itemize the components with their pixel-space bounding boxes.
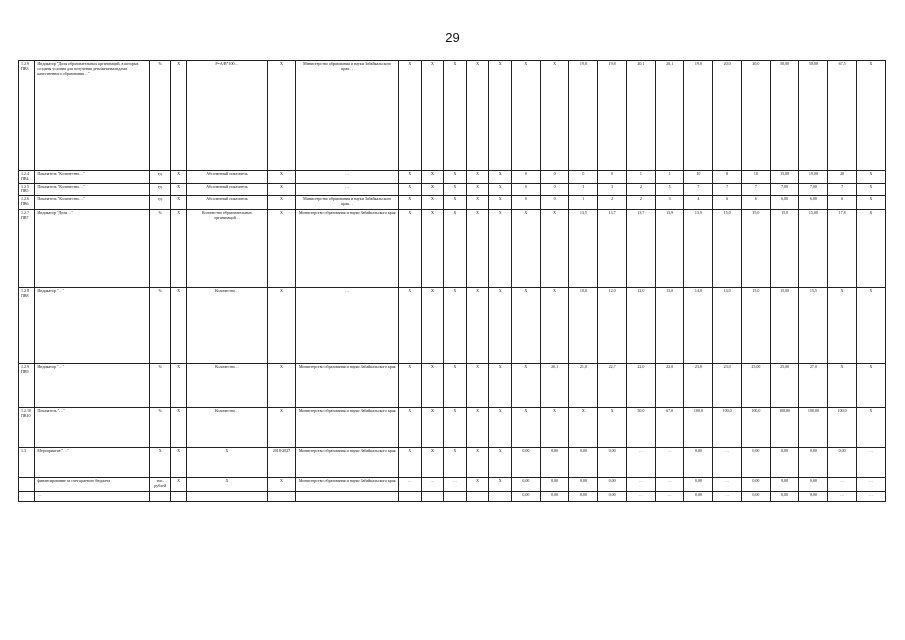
value-cell: 0,00 xyxy=(598,492,627,502)
value-cell: X xyxy=(489,171,512,184)
value-cell: X xyxy=(856,196,885,210)
value-cell: 6 xyxy=(741,196,770,210)
row-name-cell: Показатель "…" xyxy=(35,408,150,448)
value-cell: … xyxy=(828,478,857,492)
value-cell: 5 xyxy=(655,183,684,196)
value-cell: 0,00 xyxy=(799,478,828,492)
row-id-cell: 1.2.5 ПВ5 xyxy=(19,183,35,196)
row-unit-cell: тыс. рублей xyxy=(150,478,171,492)
value-cell: … xyxy=(713,448,742,478)
value-cell: X xyxy=(421,183,444,196)
value-cell: 22,7 xyxy=(598,364,627,408)
row-formula-cell: Количество… xyxy=(187,408,267,448)
row-period-cell: X xyxy=(267,183,296,196)
value-cell: X xyxy=(489,364,512,408)
value-cell xyxy=(489,492,512,502)
value-cell: 0 xyxy=(511,171,540,184)
value-cell: 0,00 xyxy=(770,492,799,502)
value-cell: 22,0 xyxy=(655,364,684,408)
value-cell: X xyxy=(511,408,540,448)
value-cell: X xyxy=(489,478,512,492)
row-unit-cell: X xyxy=(150,448,171,478)
value-cell: X xyxy=(540,288,569,364)
row-id-cell: 1.2.9 ПВ3 xyxy=(19,61,35,171)
row-period-cell: X xyxy=(267,408,296,448)
value-cell: X xyxy=(421,448,444,478)
value-cell: 15,00 xyxy=(770,288,799,364)
value-cell: … xyxy=(713,492,742,502)
value-cell: 10,0 xyxy=(569,288,598,364)
value-cell: … xyxy=(626,448,655,478)
value-cell: 0,00 xyxy=(540,448,569,478)
value-cell: X xyxy=(856,288,885,364)
program-table xyxy=(18,60,886,502)
value-cell: 100,0 xyxy=(713,408,742,448)
value-cell: X xyxy=(399,364,422,408)
row-id-cell: 1.2.6 ПВ6 xyxy=(19,196,35,210)
value-cell: X xyxy=(828,288,857,364)
row-cell: X xyxy=(171,478,187,492)
row-name-cell: Показатель "Количество…" xyxy=(35,183,150,196)
value-cell: 15,0 xyxy=(713,210,742,288)
value-cell: X xyxy=(466,288,489,364)
value-cell: 20,1 xyxy=(655,61,684,171)
row-id-cell: 1.3 xyxy=(19,448,35,478)
value-cell: 0,00 xyxy=(684,448,713,478)
value-cell: 13,7 xyxy=(598,210,627,288)
row-formula-cell: X xyxy=(187,478,267,492)
value-cell: 10 xyxy=(741,171,770,184)
value-cell: 20 xyxy=(828,171,857,184)
value-cell: 1 xyxy=(626,171,655,184)
value-cell: X xyxy=(399,288,422,364)
value-cell: X xyxy=(466,448,489,478)
value-cell: 17,8 xyxy=(828,210,857,288)
value-cell: 100,00 xyxy=(799,408,828,448)
value-cell: X xyxy=(444,210,467,288)
row-executor-cell xyxy=(296,492,399,502)
row-cell: X xyxy=(171,196,187,210)
row-unit-cell: ед. xyxy=(150,171,171,184)
value-cell: … xyxy=(444,478,467,492)
row-id-cell xyxy=(19,492,35,502)
row-cell: X xyxy=(171,408,187,448)
row-cell: X xyxy=(171,210,187,288)
table-row xyxy=(19,210,886,288)
value-cell: X xyxy=(444,171,467,184)
table-row xyxy=(19,288,886,364)
row-name-cell: … xyxy=(35,492,150,502)
row-executor-cell: Министерство образования и науки Забайкальского края xyxy=(296,478,399,492)
value-cell: 0,00 xyxy=(569,478,598,492)
value-cell: 0 xyxy=(540,171,569,184)
value-cell: 7,00 xyxy=(770,183,799,196)
value-cell: … xyxy=(713,478,742,492)
row-formula-cell: Количество… xyxy=(187,288,267,364)
row-id-cell: 1.2.7 ПВ7 xyxy=(19,210,35,288)
row-period-cell: X xyxy=(267,478,296,492)
value-cell: 0 xyxy=(511,183,540,196)
value-cell: 1 xyxy=(569,196,598,210)
row-formula-cell: Р=А/В*100… xyxy=(187,61,267,171)
table-row xyxy=(19,364,886,408)
row-formula-cell xyxy=(187,492,267,502)
value-cell: 50,00 xyxy=(770,61,799,171)
value-cell: X xyxy=(466,210,489,288)
row-name-cell: Индикатор "…" xyxy=(35,364,150,408)
value-cell: 13,5 xyxy=(569,210,598,288)
value-cell: X xyxy=(399,448,422,478)
value-cell: 15,0 xyxy=(770,210,799,288)
value-cell: 15,0 xyxy=(741,210,770,288)
row-name-cell: Показатель "Количество…" xyxy=(35,171,150,184)
value-cell: 0,00 xyxy=(770,478,799,492)
value-cell: X xyxy=(856,408,885,448)
page-number: 29 xyxy=(445,30,460,45)
row-formula-cell: Количество… xyxy=(187,364,267,408)
value-cell: X xyxy=(444,408,467,448)
row-formula-cell: X xyxy=(187,448,267,478)
row-period-cell: X xyxy=(267,171,296,184)
value-cell: X xyxy=(856,183,885,196)
value-cell: 7 xyxy=(828,183,857,196)
value-cell: 15,00 xyxy=(799,210,828,288)
value-cell: X xyxy=(399,171,422,184)
value-cell: 0 xyxy=(540,196,569,210)
row-unit-cell: % xyxy=(150,61,171,171)
value-cell: X xyxy=(444,364,467,408)
row-executor-cell: Министерство образования и науки Забайкальского края xyxy=(296,448,399,478)
value-cell: X xyxy=(828,364,857,408)
value-cell: 15,0 xyxy=(741,288,770,364)
row-period-cell: X xyxy=(267,61,296,171)
value-cell: 20,0 xyxy=(741,61,770,171)
value-cell: 4 xyxy=(684,196,713,210)
value-cell: 0,00 xyxy=(540,492,569,502)
value-cell: X xyxy=(466,364,489,408)
value-cell: 19,00 xyxy=(799,171,828,184)
value-cell: 1 xyxy=(655,171,684,184)
value-cell: … xyxy=(399,478,422,492)
value-cell: 0 xyxy=(540,183,569,196)
value-cell: 50,0 xyxy=(626,408,655,448)
row-executor-cell: Министерство образования и науки Забайкальского края xyxy=(296,364,399,408)
value-cell: 0,00 xyxy=(598,478,627,492)
value-cell: X xyxy=(489,448,512,478)
row-executor-cell: Министерство образования и науки Забайкальского края xyxy=(296,408,399,448)
value-cell: … xyxy=(626,478,655,492)
row-executor-cell: Министерство образования и науки Забайкальского края xyxy=(296,210,399,288)
row-unit-cell: % xyxy=(150,408,171,448)
table-row xyxy=(19,492,886,502)
row-unit-cell xyxy=(150,492,171,502)
row-formula-cell: Абсолютный показатель xyxy=(187,183,267,196)
table-row xyxy=(19,448,886,478)
table-row xyxy=(19,183,886,196)
value-cell: 0,00 xyxy=(511,448,540,478)
row-executor-cell: … xyxy=(296,183,399,196)
value-cell: X xyxy=(421,171,444,184)
row-name-cell: финансирование за счет краевого бюджета xyxy=(35,478,150,492)
row-cell: X xyxy=(171,171,187,184)
value-cell: X xyxy=(399,196,422,210)
value-cell: 100,0 xyxy=(741,408,770,448)
row-period-cell: X xyxy=(267,196,296,210)
value-cell: 6,00 xyxy=(799,196,828,210)
value-cell: 0,00 xyxy=(511,478,540,492)
value-cell: … xyxy=(655,478,684,492)
value-cell xyxy=(421,492,444,502)
value-cell: X xyxy=(856,210,885,288)
value-cell: … xyxy=(856,448,885,478)
value-cell: 25,00 xyxy=(741,364,770,408)
table-row xyxy=(19,478,886,492)
row-id-cell: 1.2.9 ПВ9 xyxy=(19,364,35,408)
row-unit-cell: ед. xyxy=(150,183,171,196)
value-cell: 14,0 xyxy=(713,288,742,364)
value-cell: … xyxy=(856,478,885,492)
value-cell: X xyxy=(444,196,467,210)
value-cell: 22,0 xyxy=(626,364,655,408)
value-cell: 20,1 xyxy=(540,364,569,408)
value-cell: 0,00 xyxy=(511,492,540,502)
row-id-cell: 1.2.8 ПВ8 xyxy=(19,288,35,364)
value-cell: X xyxy=(421,61,444,171)
value-cell: 6,00 xyxy=(770,196,799,210)
value-cell: X xyxy=(399,61,422,171)
value-cell: 15,00 xyxy=(770,171,799,184)
value-cell: 100,0 xyxy=(684,408,713,448)
row-name-cell: Индикатор "Доля…" xyxy=(35,210,150,288)
row-period-cell xyxy=(267,492,296,502)
value-cell: 25,00 xyxy=(770,364,799,408)
value-cell: 0,00 xyxy=(799,448,828,478)
value-cell xyxy=(399,492,422,502)
value-cell: 0,00 xyxy=(598,448,627,478)
value-cell: X xyxy=(399,408,422,448)
row-period-cell: 2018-2027 xyxy=(267,448,296,478)
value-cell: 21,0 xyxy=(569,364,598,408)
value-cell: 3 xyxy=(598,183,627,196)
row-id-cell xyxy=(19,478,35,492)
value-cell: 0,00 xyxy=(684,478,713,492)
value-cell: X xyxy=(466,408,489,448)
value-cell: X xyxy=(540,61,569,171)
value-cell: 0,00 xyxy=(741,478,770,492)
value-cell: 6 xyxy=(713,196,742,210)
value-cell: 0,00 xyxy=(569,448,598,478)
value-cell: X xyxy=(399,183,422,196)
value-cell: 67,5 xyxy=(828,61,857,171)
row-unit-cell: % xyxy=(150,210,171,288)
value-cell: X xyxy=(444,288,467,364)
value-cell: X xyxy=(511,61,540,171)
value-cell xyxy=(466,492,489,502)
row-cell: X xyxy=(171,288,187,364)
table-row xyxy=(19,408,886,448)
value-cell: 0,00 xyxy=(540,478,569,492)
row-cell: X xyxy=(171,364,187,408)
value-cell: … xyxy=(856,492,885,502)
value-cell: … xyxy=(655,448,684,478)
row-formula-cell: Абсолютный показатель xyxy=(187,171,267,184)
value-cell: X xyxy=(540,210,569,288)
value-cell: X xyxy=(511,210,540,288)
value-cell: 7,00 xyxy=(799,183,828,196)
value-cell: 0,00 xyxy=(770,448,799,478)
value-cell: X xyxy=(489,408,512,448)
value-cell: 13,9 xyxy=(684,210,713,288)
value-cell: … xyxy=(655,492,684,502)
value-cell: … xyxy=(828,492,857,502)
value-cell: 100,0 xyxy=(828,408,857,448)
row-cell xyxy=(171,492,187,502)
value-cell: X xyxy=(421,408,444,448)
value-cell: 19,0 xyxy=(684,61,713,171)
value-cell: 27,0 xyxy=(799,364,828,408)
row-executor-cell: … xyxy=(296,171,399,184)
value-cell: X xyxy=(569,408,598,448)
row-id-cell: 1.2.4 ПВ4 xyxy=(19,171,35,184)
value-cell: 0,00 xyxy=(741,492,770,502)
table-body xyxy=(19,61,886,502)
value-cell: X xyxy=(466,171,489,184)
value-cell: 3 xyxy=(655,196,684,210)
row-period-cell: X xyxy=(267,288,296,364)
row-executor-cell: Министерство образования и науки Забайкальского края… xyxy=(296,61,399,171)
value-cell: 23,0 xyxy=(713,364,742,408)
value-cell: X xyxy=(444,61,467,171)
row-cell: X xyxy=(171,61,187,171)
table-row xyxy=(19,196,886,210)
value-cell: 0,00 xyxy=(828,448,857,478)
value-cell: 0,00 xyxy=(569,492,598,502)
row-executor-cell: … xyxy=(296,288,399,364)
row-period-cell: X xyxy=(267,210,296,288)
value-cell: 8 xyxy=(713,171,742,184)
value-cell: X xyxy=(466,196,489,210)
row-name-cell: Показатель "Количество…" xyxy=(35,196,150,210)
value-cell: 0,00 xyxy=(741,448,770,478)
value-cell: X xyxy=(598,408,627,448)
value-cell: 67,0 xyxy=(655,408,684,448)
value-cell: 0 xyxy=(569,171,598,184)
value-cell: 12,0 xyxy=(598,288,627,364)
value-cell: X xyxy=(421,288,444,364)
row-unit-cell: % xyxy=(150,288,171,364)
value-cell: 20,1 xyxy=(626,61,655,171)
value-cell: X xyxy=(466,183,489,196)
value-cell: 2 xyxy=(598,196,627,210)
value-cell: … xyxy=(626,492,655,502)
value-cell: 0,00 xyxy=(684,492,713,502)
value-cell: X xyxy=(444,183,467,196)
value-cell: 1 xyxy=(569,183,598,196)
value-cell: 100,00 xyxy=(770,408,799,448)
value-cell: 0,00 xyxy=(799,492,828,502)
value-cell: X xyxy=(856,171,885,184)
value-cell: 0 xyxy=(511,196,540,210)
value-cell xyxy=(444,492,467,502)
value-cell: X xyxy=(511,364,540,408)
value-cell: 20,0 xyxy=(713,61,742,171)
value-cell: 19,8 xyxy=(569,61,598,171)
value-cell: … xyxy=(421,478,444,492)
value-cell: 13,9 xyxy=(655,210,684,288)
row-formula-cell: Количество образовательных организаций… xyxy=(187,210,267,288)
value-cell: X xyxy=(489,196,512,210)
row-unit-cell: % xyxy=(150,364,171,408)
row-cell: X xyxy=(171,183,187,196)
value-cell: 0 xyxy=(598,171,627,184)
value-cell: 2 xyxy=(626,183,655,196)
value-cell: X xyxy=(511,288,540,364)
value-cell: X xyxy=(489,61,512,171)
value-cell: 12,0 xyxy=(626,288,655,364)
row-id-cell: 1.2.10 ПВ10 xyxy=(19,408,35,448)
row-name-cell: Индикатор "Доля образовательных организаций, в которых созданы условия для получения детьми-инвалидами качественного образования…" xyxy=(35,61,150,171)
value-cell: 50,00 xyxy=(799,61,828,171)
value-cell: X xyxy=(444,448,467,478)
row-cell: X xyxy=(171,448,187,478)
row-name-cell: Мероприятие "…" xyxy=(35,448,150,478)
value-cell: 19,8 xyxy=(598,61,627,171)
row-formula-cell: Абсолютный показатель xyxy=(187,196,267,210)
table-row xyxy=(19,171,886,184)
value-cell: 13,7 xyxy=(626,210,655,288)
value-cell: X xyxy=(489,183,512,196)
value-cell: 10 xyxy=(684,171,713,184)
value-cell: X xyxy=(856,61,885,171)
value-cell: 7 xyxy=(684,183,713,196)
value-cell: X xyxy=(421,196,444,210)
value-cell: X xyxy=(856,364,885,408)
value-cell: 2 xyxy=(626,196,655,210)
value-cell: 7 xyxy=(741,183,770,196)
value-cell: X xyxy=(489,210,512,288)
value-cell: 23,0 xyxy=(684,364,713,408)
value-cell: 7 xyxy=(713,183,742,196)
value-cell: X xyxy=(466,478,489,492)
table-row xyxy=(19,61,886,171)
value-cell: X xyxy=(489,288,512,364)
row-executor-cell: Министерство образования и науки Забайкальского края… xyxy=(296,196,399,210)
row-name-cell: Индикатор "…" xyxy=(35,288,150,364)
value-cell: X xyxy=(421,364,444,408)
value-cell: X xyxy=(540,408,569,448)
row-period-cell: X xyxy=(267,364,296,408)
value-cell: 6 xyxy=(828,196,857,210)
value-cell: X xyxy=(466,61,489,171)
row-unit-cell: ед. xyxy=(150,196,171,210)
value-cell: X xyxy=(421,210,444,288)
value-cell: 15,5 xyxy=(799,288,828,364)
value-cell: 13,0 xyxy=(655,288,684,364)
value-cell: 14,0 xyxy=(684,288,713,364)
value-cell: X xyxy=(399,210,422,288)
